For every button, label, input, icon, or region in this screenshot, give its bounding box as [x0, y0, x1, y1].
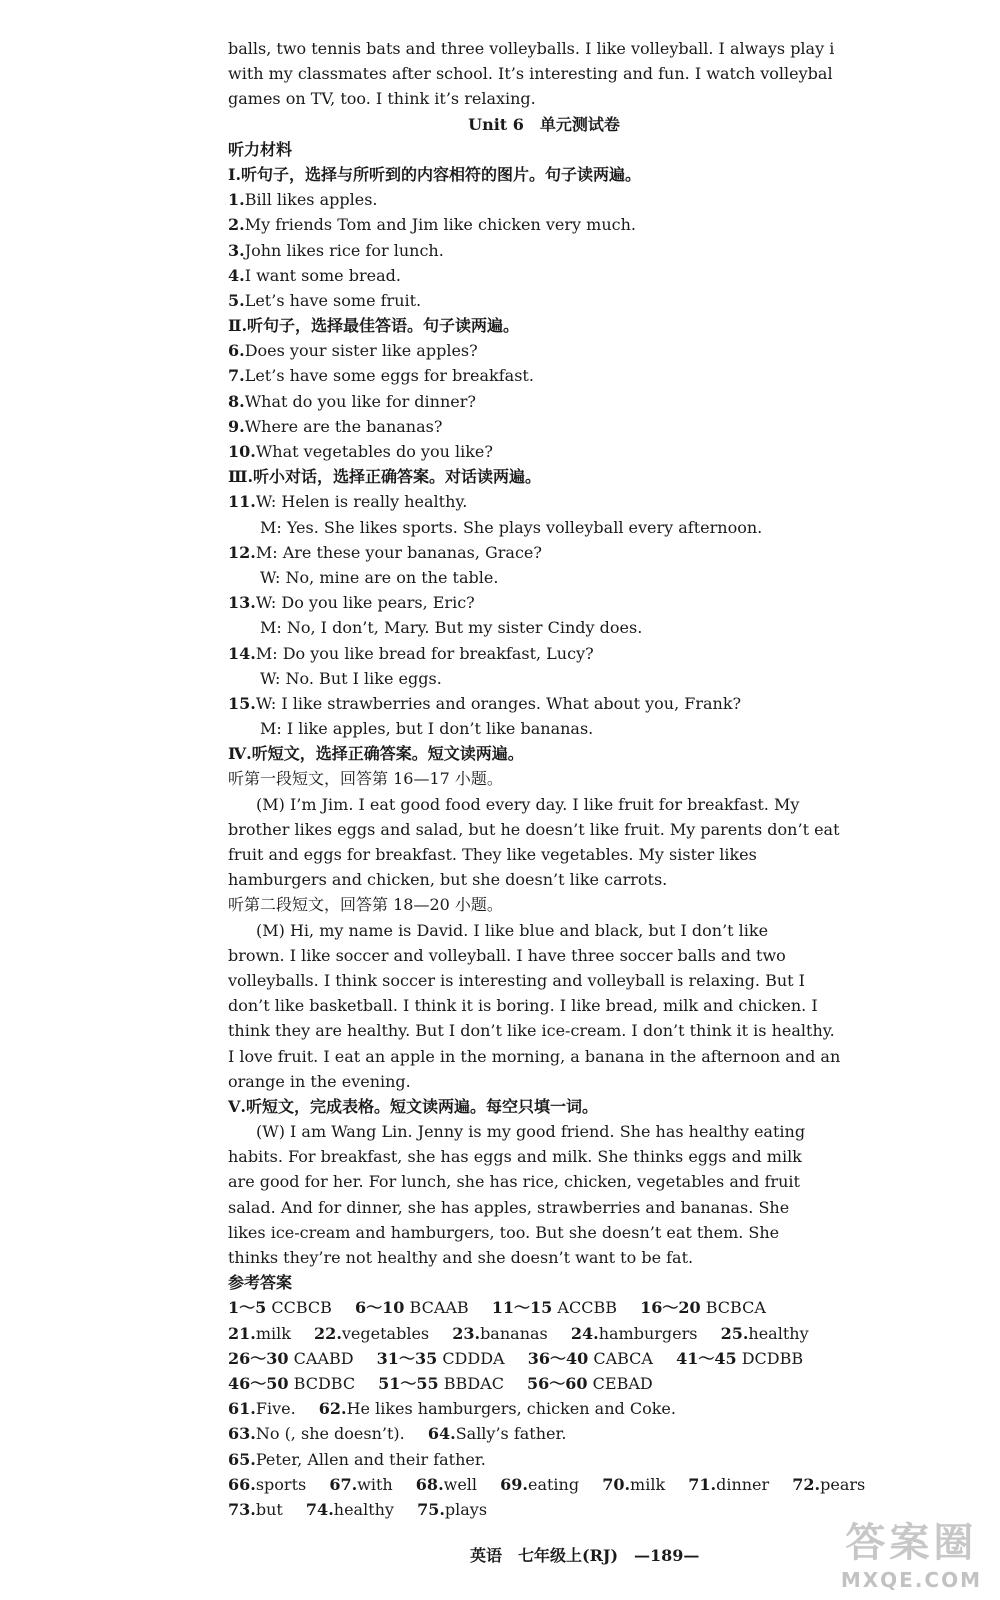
answer-row	[228, 1346, 860, 1371]
passage-line: (M) Hi, my name is David. I like blue and black, but I don’t like	[256, 920, 769, 940]
passage-line: orange in the evening.	[228, 1071, 411, 1091]
watermark-url: MXQE.COM	[840, 1568, 982, 1592]
answer-group: 64.Sally’s father.	[427, 1424, 567, 1444]
answer-group: 24.hamburgers	[570, 1323, 698, 1343]
watermark-text: 答案圈	[845, 1520, 978, 1566]
question-item: 4.I want some bread.	[228, 265, 401, 285]
dialog-line: 15.W: I like strawberries and oranges. What about you, Frank?	[228, 693, 742, 713]
passage-line: thinks they’re not healthy and she doesn’t want to be fat.	[228, 1248, 694, 1267]
passage-line: volleyballs. I think soccer is interesting and volleyball is relaxing. But I	[228, 970, 805, 990]
answer-row	[228, 1447, 860, 1472]
listening-heading: 听力材料	[228, 139, 293, 159]
answer-group: 66.sports	[228, 1474, 307, 1494]
passage-title: 听第二段短文，回答第 18—20 小题。	[228, 895, 503, 915]
paragraph-line: balls, two tennis bats and three volleyballs. I like volleyball. I always play i	[228, 39, 835, 58]
dialog-line: W: No. But I like eggs.	[260, 668, 442, 688]
dialog-line: M: Yes. She likes sports. She plays volleyball every afternoon.	[260, 517, 763, 537]
answer-group: 36～40 CABCA	[527, 1348, 653, 1368]
dialog-line: 14.M: Do you like bread for breakfast, Lucy?	[228, 643, 594, 663]
answer-group: 41～45 DCDBB	[676, 1348, 804, 1368]
answer-row	[228, 1497, 860, 1522]
answer-group: 46～50 BCDBC	[228, 1373, 356, 1393]
dialog-line: W: No, mine are on the table.	[260, 567, 499, 587]
question-item: 1.Bill likes apples.	[228, 190, 378, 210]
answer-row	[228, 1472, 866, 1497]
answer-group: 31～35 CDDDA	[376, 1348, 505, 1368]
passage-line: are good for her. For lunch, she has rice, chicken, vegetables and fruit	[228, 1172, 800, 1192]
watermark-logo	[841, 1511, 982, 1592]
answer-group: 22.vegetables	[314, 1323, 430, 1343]
answer-group: 25.healthy	[720, 1323, 809, 1343]
answer-row	[228, 1321, 860, 1346]
answer-row	[228, 1295, 860, 1320]
paragraph-line: games on TV, too. I think it’s relaxing.	[228, 89, 536, 109]
question-item: 2.My friends Tom and Jim like chicken very much.	[228, 215, 636, 235]
question-item: 8.What do you like for dinner?	[228, 391, 476, 411]
answer-row	[228, 1421, 860, 1446]
answer-group: 75.plays	[417, 1499, 488, 1519]
answer-group: 63.No (, she doesn’t).	[228, 1424, 405, 1444]
answer-group: 70.milk	[602, 1474, 666, 1494]
passage-line: habits. For breakfast, she has eggs and milk. She thinks eggs and milk	[228, 1147, 802, 1167]
answer-group: 23.bananas	[452, 1323, 548, 1343]
passage-line: hamburgers and chicken, but she doesn’t like carrots.	[228, 870, 668, 890]
section-title: Ⅴ.听短文，完成表格。短文读两遍。每空只填一词。	[228, 1096, 598, 1116]
answer-group: 21.milk	[228, 1323, 291, 1343]
unit-title: Unit 6 单元测试卷	[468, 114, 620, 134]
answer-group: 68.well	[415, 1474, 478, 1494]
answer-group: 1～5 CCBCB	[228, 1298, 332, 1318]
answer-group: 6～10 BCAAB	[355, 1298, 469, 1318]
answer-group: 69.eating	[500, 1474, 580, 1494]
question-item: 5.Let’s have some fruit.	[228, 290, 422, 310]
answer-group: 16～20 BCBCA	[640, 1298, 766, 1318]
passage-line: fruit and eggs for breakfast. They like vegetables. My sister likes	[228, 845, 757, 864]
answer-group: 26～30 CAABD	[228, 1348, 354, 1368]
dialog-line: M: I like apples, but I don’t like bananas.	[260, 719, 594, 739]
answer-row	[228, 1396, 860, 1421]
page-footer: 英语 七年级上(RJ) —189—	[470, 1546, 700, 1565]
passage-line: think they are healthy. But I don’t like ice-cream. I don’t think it is healthy.	[228, 1021, 835, 1041]
answer-group: 71.dinner	[688, 1474, 770, 1494]
passage-line: don’t like basketball. I think it is boring. I like bread, milk and chicken. I	[228, 996, 818, 1016]
answers-heading: 参考答案	[228, 1273, 293, 1293]
section-title: Ⅱ.听句子，选择最佳答语。句子读两遍。	[228, 316, 520, 336]
paragraph-line: with my classmates after school. It’s interesting and fun. I watch volleybal	[228, 64, 833, 84]
passage-title: 听第一段短文，回答第 16—17 小题。	[228, 769, 503, 789]
passage-line: brown. I like soccer and volleyball. I have three soccer balls and two	[228, 945, 786, 965]
section-title: Ⅰ.听句子，选择与所听到的内容相符的图片。句子读两遍。	[228, 164, 642, 184]
passage-line: salad. And for dinner, she has apples, strawberries and bananas. She	[228, 1197, 790, 1217]
dialog-line: 12.M: Are these your bananas, Grace?	[228, 542, 542, 562]
answer-group: 56～60 CEBAD	[527, 1373, 653, 1393]
passage-line: likes ice-cream and hamburgers, too. But she doesn’t eat them. She	[228, 1222, 780, 1242]
page-content	[228, 36, 866, 1522]
answer-group: 72.pears	[792, 1474, 866, 1494]
answer-group: 67.with	[329, 1474, 393, 1494]
question-item: 9.Where are the bananas?	[228, 416, 443, 436]
question-item: 7.Let’s have some eggs for breakfast.	[228, 366, 534, 386]
answer-group: 73.but	[228, 1499, 283, 1519]
passage-line: (M) I’m Jim. I eat good food every day. I like fruit for breakfast. My	[256, 794, 800, 814]
dialog-line: 11.W: Helen is really healthy.	[228, 492, 468, 512]
question-item: 6.Does your sister like apples?	[228, 341, 478, 361]
answer-group: 51～55 BBDAC	[378, 1373, 504, 1393]
answer-group: 61.Five.	[228, 1399, 296, 1419]
section-title: Ⅳ.听短文，选择正确答案。短文读两遍。	[228, 744, 524, 764]
passage-line: brother likes eggs and salad, but he doesn’t like fruit. My parents don’t eat	[228, 819, 840, 839]
passage-line: (W) I am Wang Lin. Jenny is my good friend. She has healthy eating	[256, 1122, 806, 1142]
question-item: 3.John likes rice for lunch.	[228, 240, 444, 260]
dialog-line: M: No, I don’t, Mary. But my sister Cindy does.	[260, 618, 643, 638]
section-title: Ⅲ.听小对话，选择正确答案。对话读两遍。	[228, 467, 542, 487]
answer-group: 65.Peter, Allen and their father.	[228, 1449, 486, 1469]
answer-group: 62.He likes hamburgers, chicken and Coke.	[318, 1399, 676, 1419]
answer-row	[228, 1371, 860, 1396]
dialog-line: 13.W: Do you like pears, Eric?	[228, 593, 475, 613]
answer-group: 74.healthy	[305, 1499, 394, 1519]
question-item: 10.What vegetables do you like?	[228, 442, 493, 461]
passage-line: I love fruit. I eat an apple in the morning, a banana in the afternoon and an	[228, 1046, 841, 1066]
answer-group: 11～15 ACCBB	[491, 1298, 617, 1318]
